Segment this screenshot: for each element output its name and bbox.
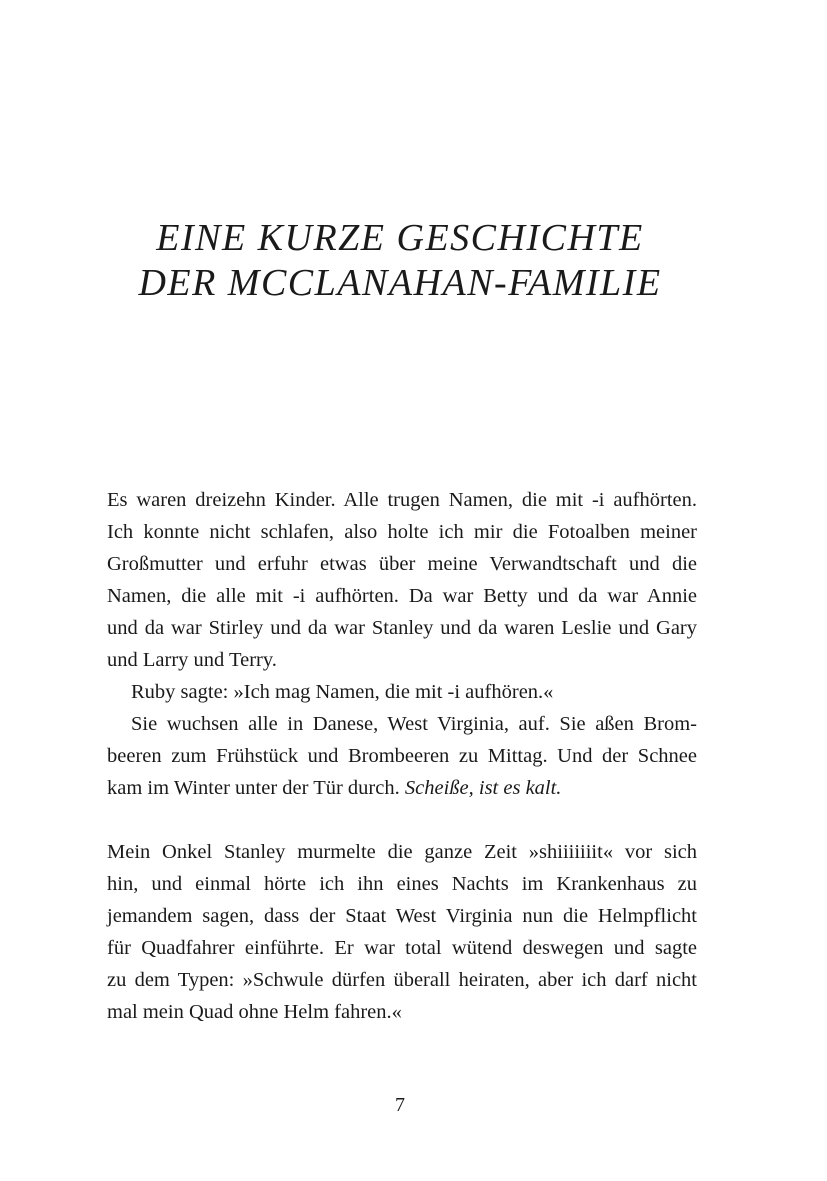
italic-text: Scheiße, ist es kalt. [404,777,562,799]
text-line: jemandem sagen, dass der Staat West Virginia nun die Helmpflicht [107,905,697,927]
page-number: 7 [395,1094,405,1116]
chapter-title [0,216,800,306]
text-line: Ruby sagte: »Ich mag Namen, die mit -i aufhören.« [131,681,554,703]
text-line: und da war Stirley und da war Stanley und da waren Leslie und Gary [107,617,697,639]
text-line: Sie wuchsen alle in Danese, West Virginia, auf. Sie aßen Brom- [131,713,697,735]
body-text [107,484,697,1028]
section-break [107,804,697,836]
text-line: zu dem Typen: »Schwule dürfen überall heiraten, aber ich darf nicht [107,969,697,991]
text-line: hin, und einmal hörte ich ihn eines Nachts im Krankenhaus zu [107,873,697,895]
text-line: und Larry und Terry. [107,649,277,671]
text-line: Mein Onkel Stanley murmelte die ganze Zeit »shiiiiiiit« vor sich [107,841,697,863]
text-line [107,772,697,804]
text-line: Ich konnte nicht schlafen, also holte ich mir die Fotoalben meiner [107,521,697,543]
text-segment: kam im Winter unter der Tür durch. [107,777,405,799]
text-line: beeren zum Frühstück und Brombeeren zu Mittag. Und der Schnee [107,745,697,767]
text-line: Namen, die alle mit -i aufhörten. Da war Betty und da war Annie [107,585,697,607]
chapter-title-line-2: DER MCCLANAHAN-FAMILIE [138,262,662,304]
text-line: Es waren dreizehn Kinder. Alle trugen Namen, die mit -i aufhörten. [107,489,697,511]
chapter-title-line-1: EINE KURZE GESCHICHTE [156,217,644,259]
text-line: für Quadfahrer einführte. Er war total wütend deswegen und sagte [107,937,697,959]
text-line: Großmutter und erfuhr etwas über meine Verwandtschaft und die [107,553,697,575]
text-line: mal mein Quad ohne Helm fahren.« [107,1001,402,1023]
